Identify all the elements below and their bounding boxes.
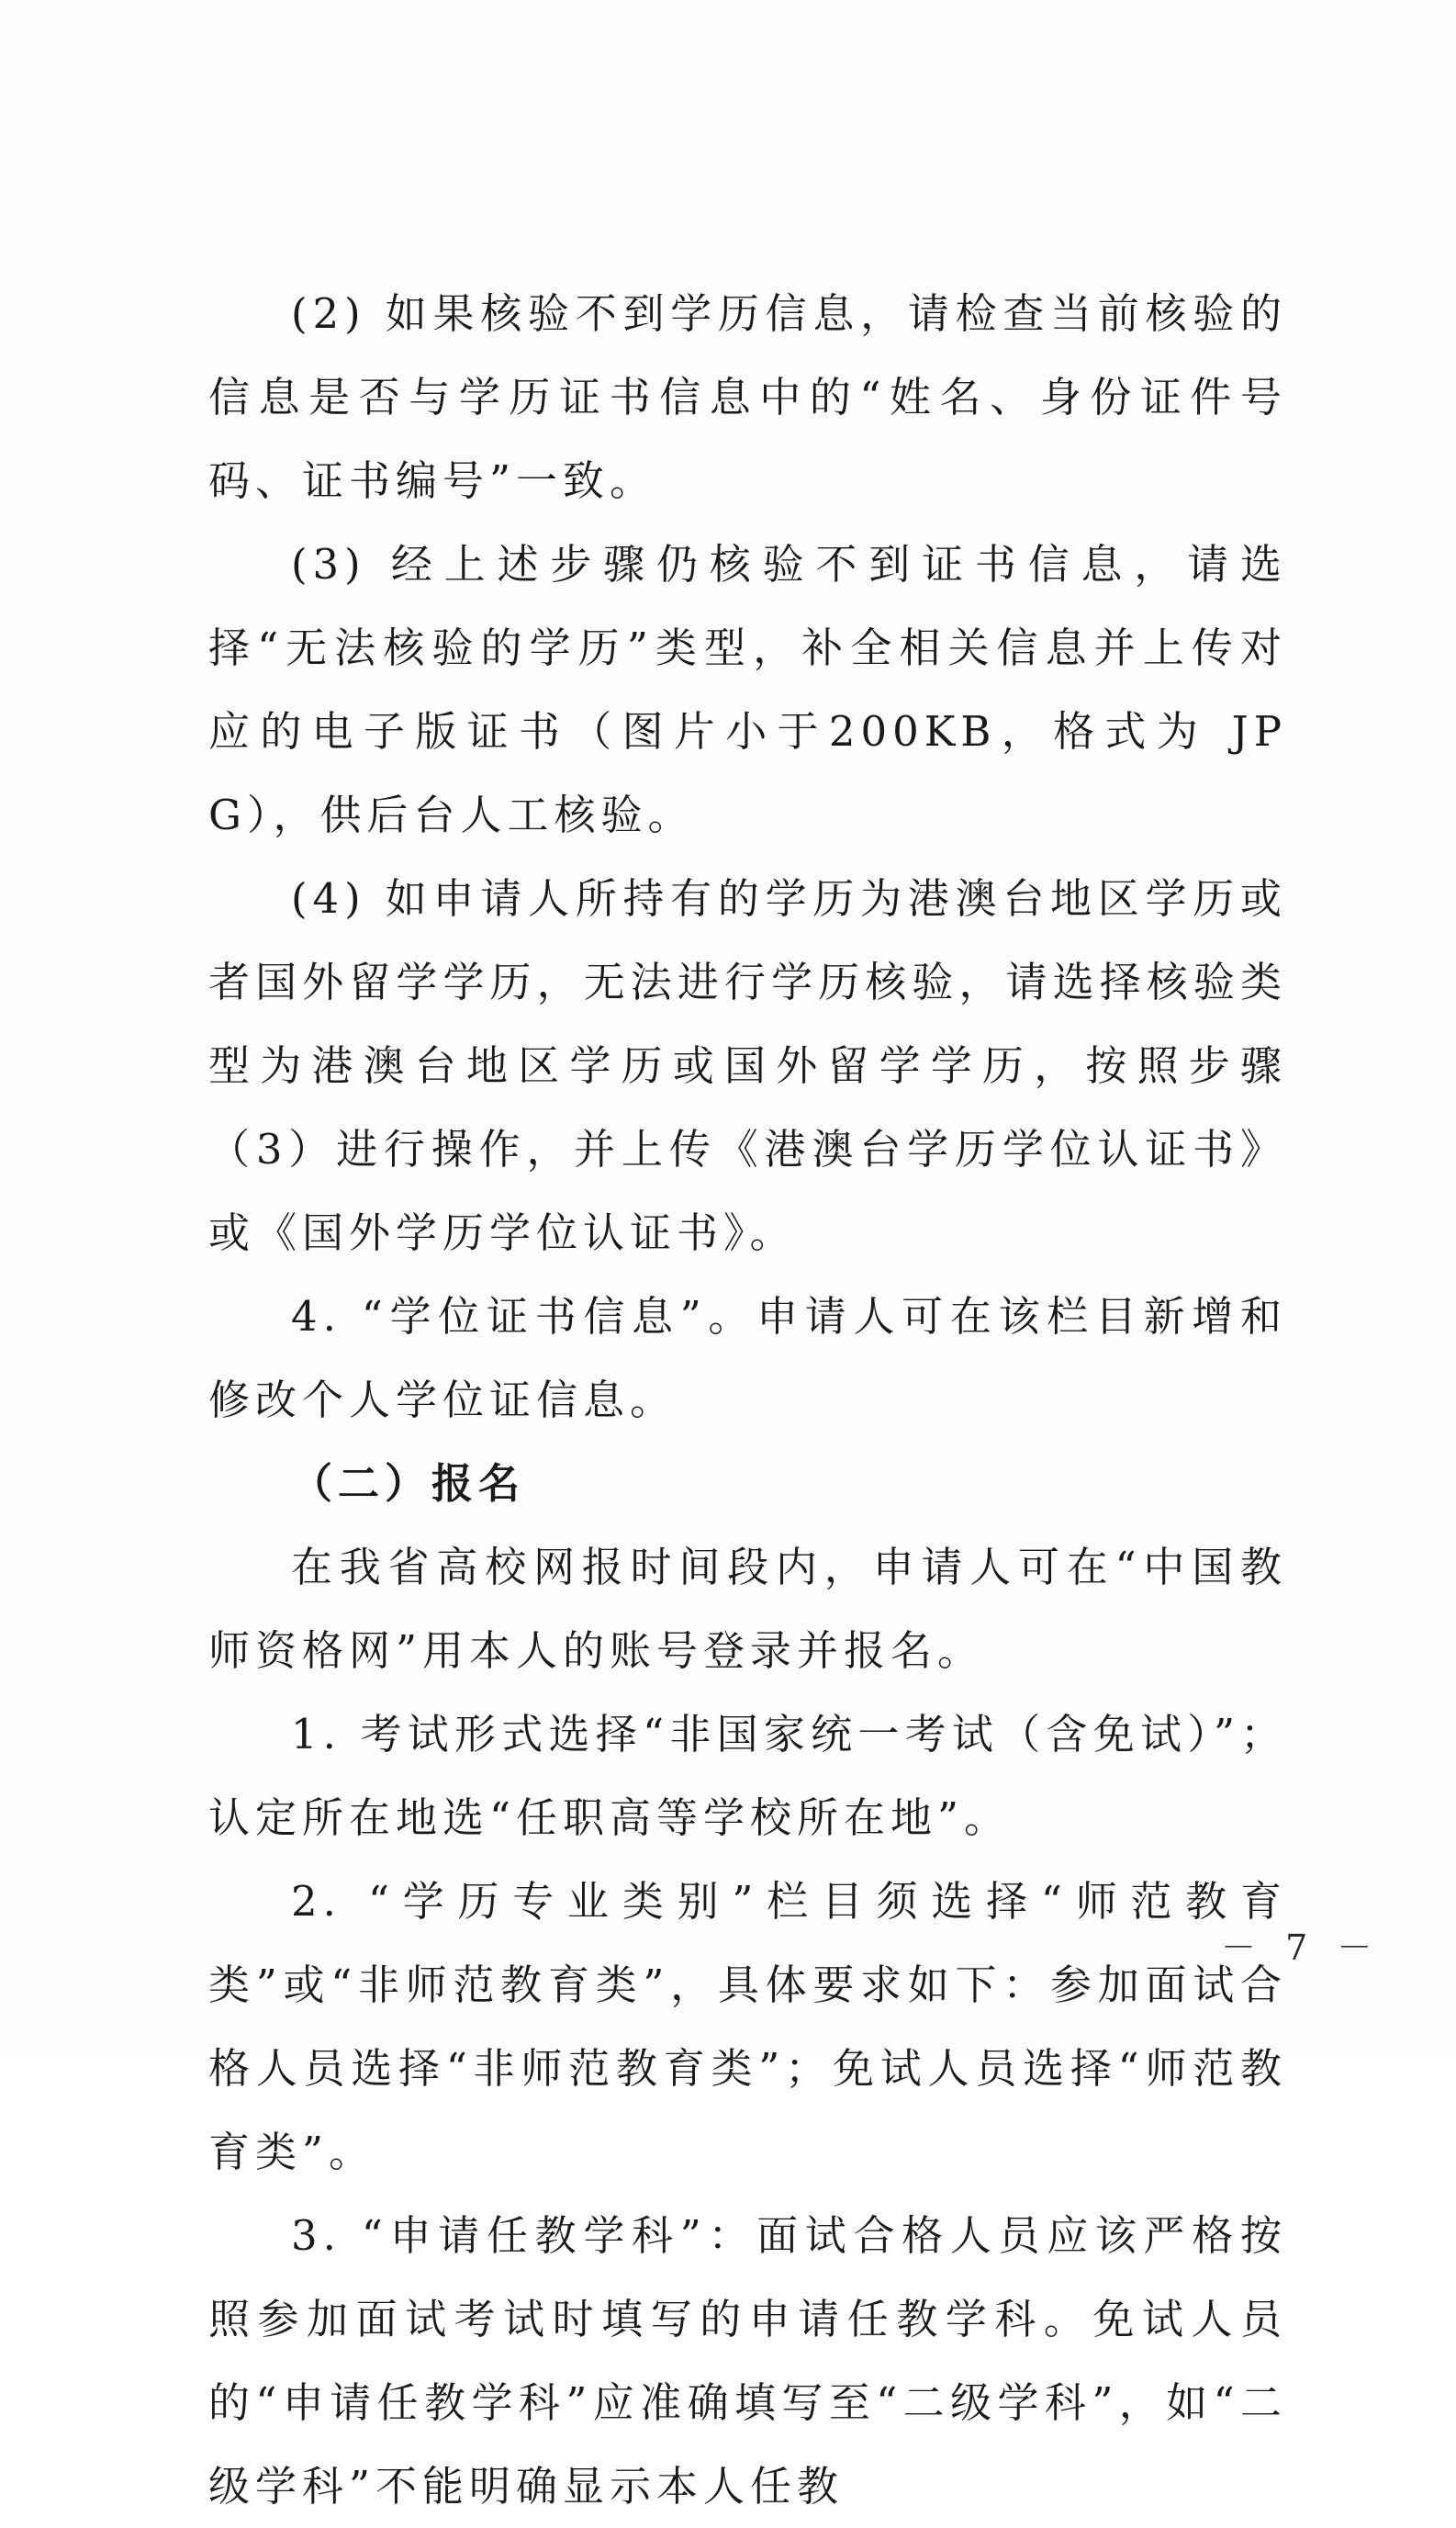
page-number: － 7 －	[1221, 1927, 1382, 1968]
paragraph-item-3: (3) 经上述步骤仍核验不到证书信息，请选择“无法核验的学历”类型，补全相关信息并上传对应的电子版证书（图片小于200KB，格式为 JPG），供后台人工核验。	[208, 540, 1287, 839]
paragraph-degree-info: 4. “学位证书信息”。申请人可在该栏目新增和修改个人学位证信息。	[208, 1292, 1287, 1424]
section-heading-registration: （二）报名	[291, 1459, 526, 1508]
paragraph-registration-intro: 在我省高校网报时间段内，申请人可在“中国教师资格网”用本人的账号登录并报名。	[208, 1543, 1287, 1675]
paragraph-teaching-subject: 3. “申请任教学科”：面试合格人员应该严格按照参加面试考试时填写的申请任教学科。免试人员的“申请任教学科”应准确填写至“二级学科”，如“二级学科”不能明确显示本人任教	[208, 2211, 1287, 2511]
paragraph-major-category: 2. “学历专业类别”栏目须选择“师范教育类”或“非师范教育类”，具体要求如下：参加面试合格人员选择“非师范教育类”；免试人员选择“师范教育类”。	[208, 1877, 1287, 2176]
paragraph-item-4: (4) 如申请人所持有的学历为港澳台地区学历或者国外留学学历，无法进行学历核验，请选择核验类型为港澳台地区学历或国外留学学历，按照步骤（3）进行操作，并上传《港澳台学历学位认证书》或《国外学历学位认证书》。	[208, 874, 1287, 1257]
document-body	[208, 272, 1287, 2528]
paragraph-exam-form: 1. 考试形式选择“非国家统一考试（含免试）”；认定所在地选“任职高等学校所在地”。	[208, 1710, 1287, 1842]
paragraph-item-2: (2) 如果核验不到学历信息，请检查当前核验的信息是否与学历证书信息中的“姓名、身份证件号码、证书编号”一致。	[208, 289, 1287, 505]
